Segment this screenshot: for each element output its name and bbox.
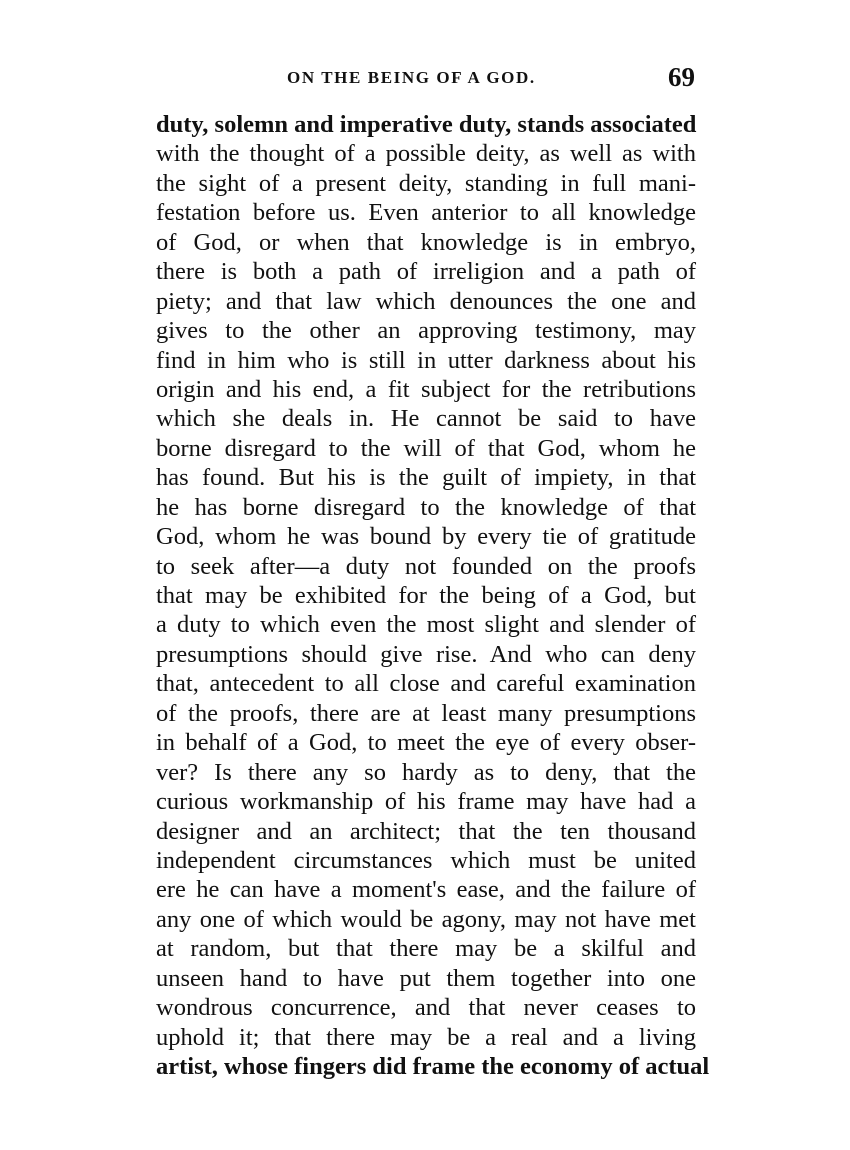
text-line: God, whom he was bound by every tie of gratitude xyxy=(156,523,696,551)
text-line: origin and his end, a fit subject for the retributions xyxy=(156,375,696,403)
text-line: curious workmanship of his frame may have had a xyxy=(156,788,696,816)
text-line: that may be exhibited for the being of a God, but xyxy=(156,582,696,609)
text-line: at random, but that there may be a skilful and xyxy=(156,935,696,963)
text-line: he has borne disregard to the knowledge of that xyxy=(156,493,696,521)
text-line: there is both a path of irreligion and a path of xyxy=(156,258,696,286)
text-line: the sight of a present deity, standing in full mani- xyxy=(156,169,696,197)
running-head xyxy=(155,62,695,98)
text-line: that, antecedent to all close and careful examination xyxy=(156,670,696,698)
text-line: has found. But his is the guilt of impiety, in that xyxy=(156,464,696,492)
text-line: a duty to which even the most slight and slender of xyxy=(156,611,696,639)
text-line: independent circumstances which must be united xyxy=(156,846,696,874)
text-line: of God, or when that knowledge is in embryo, xyxy=(156,228,696,256)
text-line: festation before us. Even anterior to all knowledge xyxy=(156,199,696,227)
text-line: to seek after—a duty not founded on the proofs xyxy=(156,552,696,580)
text-line: unseen hand to have put them together into one xyxy=(156,964,696,992)
text-line: with the thought of a possible deity, as well as with xyxy=(156,140,696,168)
text-line: ere he can have a moment's ease, and the failure of xyxy=(156,876,696,904)
text-line: wondrous concurrence, and that never ceases to xyxy=(156,994,696,1022)
text-line: artist, whose fingers did frame the economy of actual xyxy=(156,1053,710,1080)
page-number: 69 xyxy=(668,62,695,92)
text-line: designer and an architect; that the ten thousand xyxy=(156,817,696,845)
text-line: uphold it; that there may be a real and a living xyxy=(156,1023,696,1051)
text-line: piety; and that law which denounces the one and xyxy=(156,287,696,315)
text-line: which she deals in. He cannot be said to have xyxy=(156,405,696,433)
text-line: gives to the other an approving testimony, may xyxy=(156,317,696,345)
running-title: ON THE BEING OF A GOD. xyxy=(287,68,536,87)
text-line: find in him who is still in utter darkness about his xyxy=(156,346,696,374)
text-line: of the proofs, there are at least many presumptions xyxy=(156,699,696,727)
text-line: duty, solemn and imperative duty, stands associated xyxy=(156,111,697,138)
text-line: in behalf of a God, to meet the eye of every obser- xyxy=(156,729,696,757)
text-line: presumptions should give rise. And who can deny xyxy=(156,640,696,668)
body-text xyxy=(156,110,710,1081)
text-line: ver? Is there any so hardy as to deny, that the xyxy=(156,758,696,786)
text-line: borne disregard to the will of that God, whom he xyxy=(156,434,696,462)
text-line: any one of which would be agony, may not have met xyxy=(156,905,696,933)
